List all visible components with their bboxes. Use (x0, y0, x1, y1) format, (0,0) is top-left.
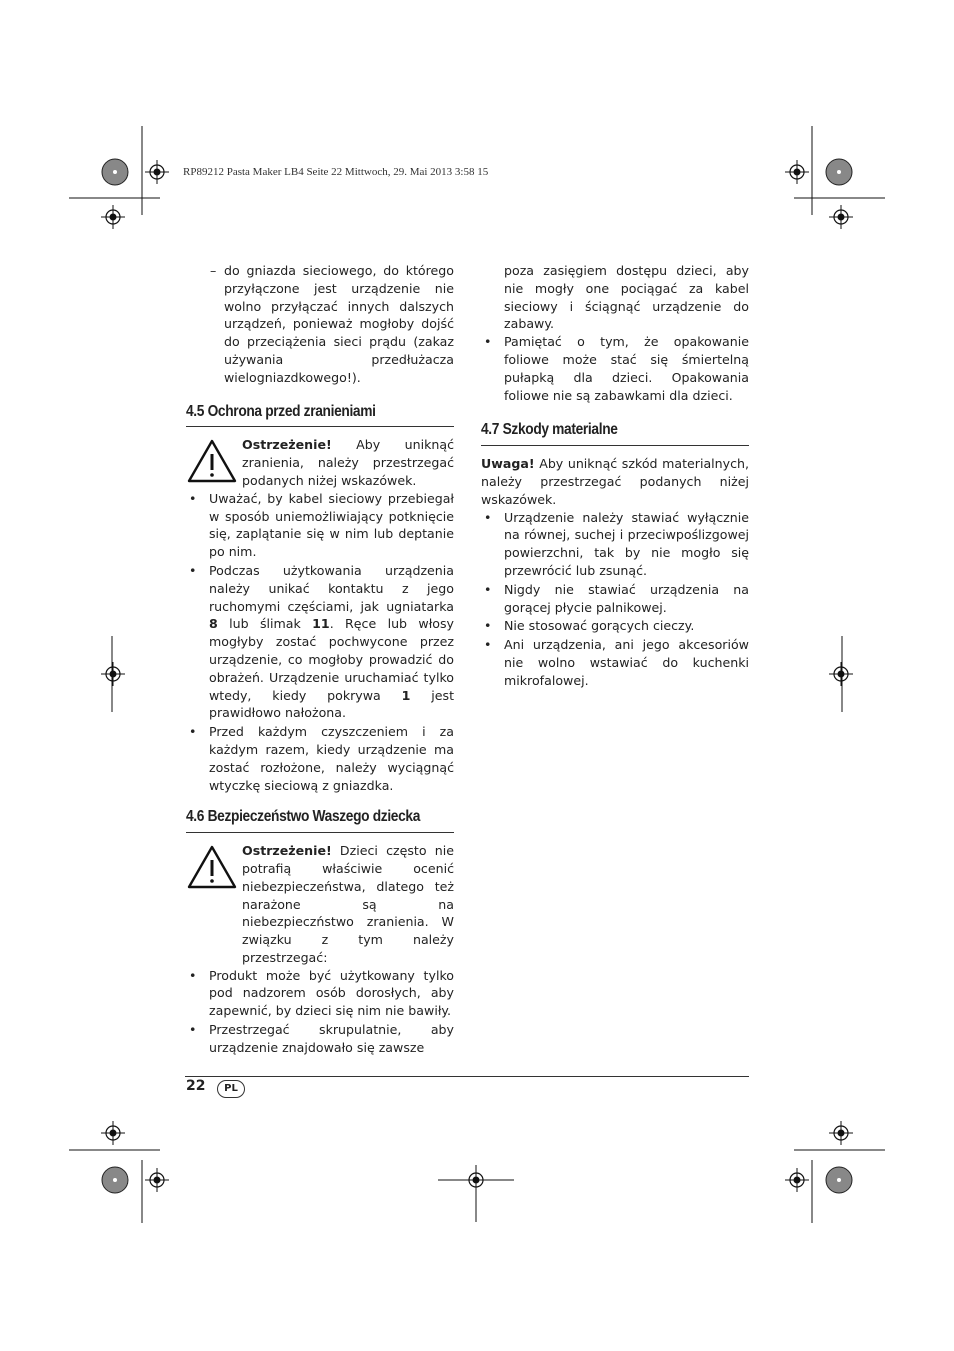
section-4-5-title: 4.5 Ochrona przed zranieniami (186, 402, 376, 420)
bullet-list-foil (481, 333, 749, 404)
list-item: • Przed każdym czyszczeniem i za każdym razem, kiedy urządzenie ma zostać rozłożone, należy wyciągnąć wtyczkę sieciową z gniazdka. (186, 723, 454, 794)
warning-block-4-5 (186, 436, 454, 489)
continued-text: poza zasięgiem dostępu dzieci, aby nie mogły one pociągać za kabel sieciowy i ściągnąć urządzenie do zabawy. (504, 263, 749, 332)
bullet-list-4-7 (481, 509, 749, 690)
print-slug: RP89212 Pasta Maker LB4 Seite 22 Mittwoch, 29. Mai 2013 3:58 15 (183, 166, 489, 178)
list-item: • Nigdy nie stawiać urządzenia na gorącej płycie palnikowej. (481, 581, 749, 617)
section-4-5-heading-wrap (186, 403, 454, 428)
warning-text: Dzieci często nie potrafią właściwie ocenić niebezpieczeństwa, dlatego też narażone są na niebezpieczństwo zranienia. W związku z tym należy przestrzegać: (242, 843, 454, 965)
list-item: • Przestrzegać skrupulatnie, aby urządzenie znajdowało się zawsze (186, 1021, 454, 1057)
section-4-6-title: 4.6 Bezpieczeństwo Waszego dziecka (186, 808, 421, 826)
caution-paragraph (481, 455, 749, 508)
bullet-list-4-6 (186, 967, 454, 1057)
section-4-7-title: 4.7 Szkody materialne (481, 421, 618, 439)
warning-triangle-icon (186, 438, 238, 484)
section-4-7-heading-wrap (481, 421, 749, 446)
intro-dash-item: – do gniazda sieciowego, do którego przyłączone jest urządzenie nie wolno przyłączać innych dalszych urządzeń, ponieważ mogłoby dojść do przeciążenia sieci prądu (zakaz używania przedłużacza wielogniazdkowego!). (210, 262, 454, 387)
page-number: 22 (186, 1078, 206, 1094)
caution-text: Aby uniknąć szkód materialnych, należy przestrzegać podanych niżej wskazówek. (481, 456, 749, 507)
warning-triangle-icon (186, 844, 238, 890)
warning-text: Aby uniknąć zranienia, należy przestrzegać podanych niżej wskazówek. (242, 437, 454, 488)
caution-label: Uwaga! (481, 456, 535, 472)
list-item: • Podczas użytkowania urządzenia należy unikać kontaktu z jego ruchomymi częściami, jak ugniatarka 8 lub ślimak 11. Ręce lub włosy mogłyby zostać pochwycone przez urządzenie, co mogłoby prowadzić do obrażeń. Urządzenie uruchamiać tylko wtedy, kiedy pokrywa 1 jest prawidłowo nałożona. (186, 562, 454, 722)
language-badge: PL (217, 1080, 245, 1098)
list-item: • Ani urządzenia, ani jego akcesoriów nie wolno wstawiać do kuchenki mikrofalowej. (481, 636, 749, 689)
left-column (186, 262, 454, 1058)
list-item: • Nie stosować gorących cieczy. (481, 617, 749, 635)
right-column (481, 262, 749, 691)
list-item: • Uważać, by kabel sieciowy przebiegał w sposób uniemożliwiający potknięcie się, zaplątanie się w nim lub deptanie po nim. (186, 490, 454, 561)
warning-label: Ostrzeżenie! (242, 437, 332, 453)
bullet-list-4-5 (186, 490, 454, 795)
list-item: • Urządzenie należy stawiać wyłącznie na równej, suchej i przeciwpoślizgowej powierzchni, tak by nie mogło się przewrócić lub zsunąć. (481, 509, 749, 580)
footer-rule (185, 1076, 749, 1077)
warning-block-4-6 (186, 842, 454, 967)
warning-label: Ostrzeżenie! (242, 843, 332, 859)
section-4-6-heading-wrap (186, 808, 454, 833)
list-item: • Produkt może być użytkowany tylko pod nadzorem osób dorosłych, aby zapewnić, by dzieci się nim nie bawiły. (186, 967, 454, 1020)
list-item: • Pamiętać o tym, że opakowanie foliowe może stać się śmiertelną pułapką dla dzieci. Opakowania foliowe nie są zabawkami dla dzieci. (481, 333, 749, 404)
